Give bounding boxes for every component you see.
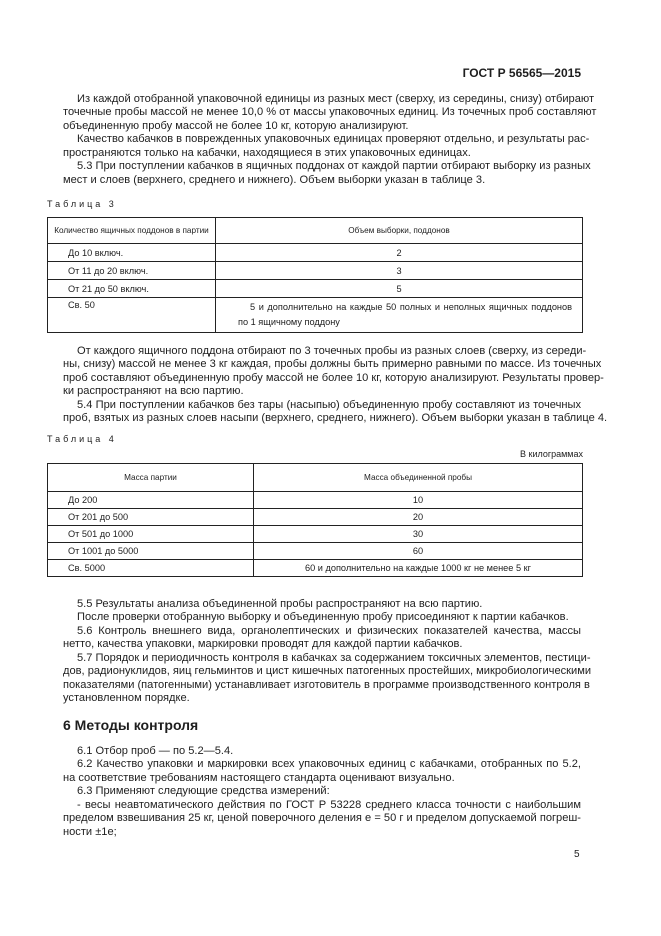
table-row [48, 244, 583, 262]
text-line: установленном порядке. [63, 692, 190, 705]
table-3 [47, 217, 583, 333]
table-cell: 3 [216, 262, 583, 280]
table-cell: 20 [254, 509, 583, 526]
text-line: пределом взвешивания 25 кг, ценой поверочного деления е = 50 г и пределом допускаемой погреш- [63, 812, 581, 825]
text-line: дов, радионуклидов, яиц гельминтов и цист кишечных патогенных простейших, микробиологическими [63, 665, 592, 678]
table-header-cell: Количество ящичных поддонов в партии [48, 218, 216, 244]
table-header-cell: Масса партии [48, 464, 254, 492]
table-cell: 60 [254, 543, 583, 560]
table-cell: От 21 до 50 включ. [48, 280, 216, 298]
table-cell: 5 [216, 280, 583, 298]
table-cell: До 10 включ. [48, 244, 216, 262]
text-line: ны, снизу) массой не менее 3 кг каждая, пробы должны быть примерно равными по массе. Из точечных [63, 358, 602, 371]
table-3-caption: Таблица 3 [47, 199, 117, 209]
table-cell: От 11 до 20 включ. [48, 262, 216, 280]
paragraph-block-methods [63, 745, 581, 839]
text-line: проб составляют объединенную пробу массой не более 10 кг, которую анализируют. Результаты провер- [63, 371, 604, 384]
table-cell: От 501 до 1000 [48, 526, 254, 543]
table-header-row [48, 464, 583, 492]
text-line: 6.3 Применяют следующие средства измерений: [77, 785, 330, 798]
section-heading: 6 Методы контроля [63, 717, 199, 733]
text-line: 5.7 Порядок и периодичность контроля в кабачках за содержанием токсичных элементов, пестици- [77, 651, 591, 664]
table-row [48, 298, 583, 333]
text-line: точечные пробы массой не менее 10,0 % от массы упаковочных единиц. Из точечных проб составляют [63, 106, 597, 119]
table-cell: До 200 [48, 492, 254, 509]
page-number: 5 [574, 849, 580, 860]
table-cell: Св. 5000 [48, 560, 254, 577]
text-line: ности ±1е; [63, 825, 117, 838]
table-cell: 60 и дополнительно на каждые 1000 кг не менее 5 кг [254, 560, 583, 577]
text-line: объединенную пробу массой не более 10 кг, которую анализируют. [63, 119, 409, 132]
text-line: пространяются только на кабачки, находящиеся в этих упаковочных единицах. [63, 146, 471, 159]
table-row [48, 560, 583, 577]
table-header-cell: Объем выборки, поддонов [216, 218, 583, 244]
document-number-header: ГОСТ Р 56565—2015 [462, 66, 581, 80]
text-line: ки распространяют на всю партию. [63, 385, 244, 398]
table-row [48, 262, 583, 280]
table-header-row [48, 218, 583, 244]
table-cell: 5 и дополнительно на каждые 50 полных и неполных ящичных поддонов по 1 ящичному поддону [216, 298, 583, 333]
table-row [48, 526, 583, 543]
table-cell: 10 [254, 492, 583, 509]
text-line: мест и слоев (верхнего, среднего и нижнего). Объем выборки указан в таблице 3. [63, 173, 486, 186]
table-row [48, 280, 583, 298]
text-line: 5.5 Результаты анализа объединенной пробы распространяют на всю партию. [77, 598, 483, 610]
table-cell: Св. 50 [48, 298, 216, 333]
text-line: 6.1 Отбор проб — по 5.2—5.4. [77, 745, 234, 757]
table-row [48, 509, 583, 526]
text-line: Из каждой отобранной упаковочной единицы из разных мест (сверху, из середины, снизу) отбирают [77, 93, 595, 105]
text-line: От каждого ящичного поддона отбирают по 3 точечных пробы из разных слоев (сверху, из середи- [77, 345, 587, 357]
table-row [48, 543, 583, 560]
table-row [48, 492, 583, 509]
text-line: Качество кабачков в поврежденных упаковочных единицах проверяют отдельно, и результаты рас- [77, 133, 590, 146]
paragraph-block-sampling [63, 93, 597, 187]
table-4 [47, 463, 583, 577]
text-line: 5.4 При поступлении кабачков без тары (насыпью) объединенную пробу составляют из точечных [77, 398, 581, 411]
text-line: нетто, качества упаковки, маркировки проводят для каждой партии кабачков. [63, 638, 463, 651]
paragraph-block-results [63, 598, 592, 706]
table-header-cell: Масса объединенной пробы [254, 464, 583, 492]
paragraph-block-pallets [63, 345, 608, 426]
text-line: показателями (патогенными) устанавливает изготовитель в программе производственного контроля в [63, 678, 590, 691]
text-line: 6.2 Качество упаковки и маркировки всех упаковочных единиц с кабачками, отобранных по 5.2, [77, 758, 581, 771]
text-line: После проверки отобранную выборку и объединенную пробу присоединяют к партии кабачков. [77, 611, 569, 624]
table-cell: От 201 до 500 [48, 509, 254, 526]
text-line: - весы неавтоматического действия по ГОСТ Р 53228 среднего класса точности с наибольшим [77, 798, 581, 811]
text-line: 5.3 При поступлении кабачков в ящичных поддонах от каждой партии отбирают выборку из разных [77, 160, 591, 173]
text-line: на соответствие требованиям настоящего стандарта оценивают визуально. [63, 771, 455, 784]
table-cell: 30 [254, 526, 583, 543]
table-cell: 2 [216, 244, 583, 262]
table-4-caption: Таблица 4 [47, 434, 117, 444]
text-line: 5.6 Контроль внешнего вида, органолептических и физических показателей качества, массы [77, 624, 581, 637]
table-4-units: В килограммах [520, 449, 583, 459]
table-cell: От 1001 до 5000 [48, 543, 254, 560]
text-line: проб, взятых из разных слоев насыпи (верхнего, среднего, нижнего). Объем выборки указан в таблице 4. [63, 412, 608, 425]
